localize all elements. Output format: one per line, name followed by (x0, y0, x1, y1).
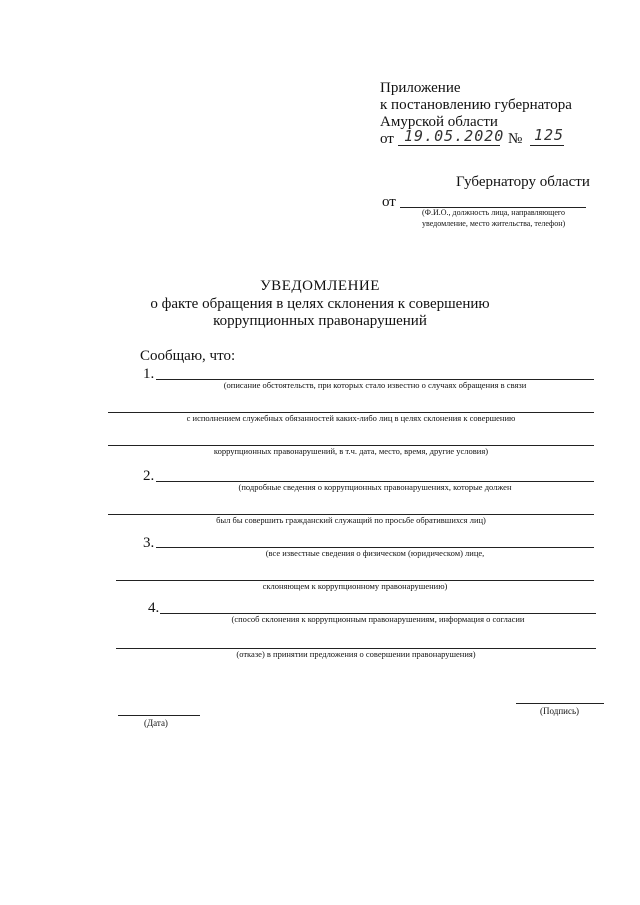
handwritten-number: 125 (534, 126, 565, 144)
date-caption: (Дата) (144, 718, 168, 728)
item-2-caption-1: (подробные сведения о коррупционных правонарушениях, которые должен (238, 482, 512, 492)
item-1-caption-2: с исполнением служебных обязанностей каких-либо лиц в целях склонения к совершению (186, 413, 516, 423)
intro-text: Сообщаю, что: (140, 348, 236, 364)
number-underline (530, 145, 564, 146)
appendix-decree: к постановлению губернатора (380, 97, 572, 113)
date-line (118, 715, 200, 716)
addressee-to: Губернатору области (456, 174, 590, 190)
signature-line (516, 703, 604, 704)
item-3-number: 3. (143, 535, 155, 551)
signature-caption: (Подпись) (540, 706, 580, 716)
number-label: № (508, 131, 523, 147)
item-1-caption-1: (описание обстоятельств, при которых стало известно о случаях обращения в связи (223, 380, 527, 390)
date-underline (398, 145, 500, 146)
item-3-caption-2: склоняющем к коррупционному правонарушению) (262, 581, 448, 591)
item-4-caption-1: (способ склонения к коррупционным правонарушениям, информация о согласии (231, 614, 525, 624)
handwritten-date: 19.05.2020 (404, 127, 505, 145)
item-3-caption-1: (все известные сведения о физическом (юридическом) лице, (265, 548, 485, 558)
addressee-caption-2: уведомление, место жительства, телефон) (422, 219, 566, 228)
item-4-number: 4. (148, 600, 160, 616)
item-1-number: 1. (143, 366, 155, 382)
item-1-caption-3: коррупционных правонарушений, в т.ч. дата, место, время, другие условия) (213, 446, 489, 456)
item-4-caption-2: (отказе) в принятии предложения о совершении правонарушения) (236, 649, 476, 659)
doc-subtitle-2: коррупционных правонарушений (213, 313, 427, 329)
item-2-number: 2. (143, 468, 155, 484)
doc-title: УВЕДОМЛЕНИЕ (260, 278, 380, 294)
addressee-from-label: от (382, 194, 396, 210)
addressee-caption-1: (Ф.И.О., должность лица, направляющего (422, 208, 565, 217)
appendix-region: Амурской области (380, 114, 498, 130)
item-2-caption-2: был бы совершить гражданский служащий по просьбе обратившихся лиц) (216, 515, 486, 525)
doc-subtitle-1: о факте обращения в целях склонения к совершению (150, 296, 490, 312)
appendix-from-label: от (380, 131, 394, 147)
appendix-label: Приложение (380, 80, 461, 96)
